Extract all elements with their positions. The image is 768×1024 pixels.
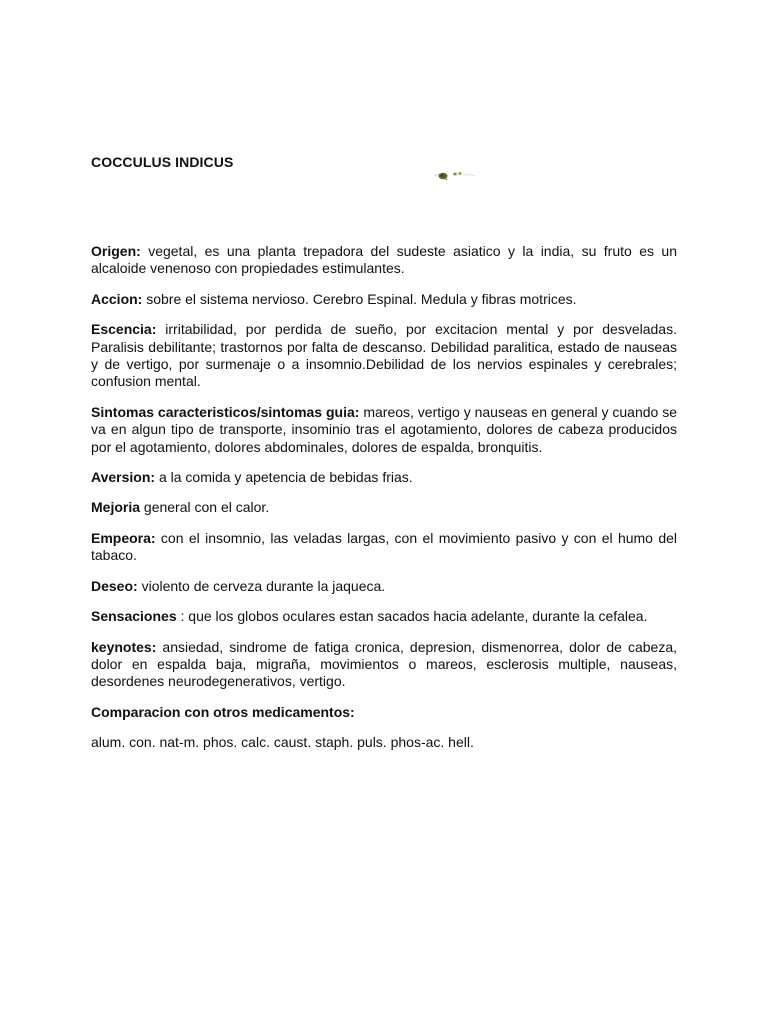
section-escencia xyxy=(91,321,677,391)
section-deseo xyxy=(91,578,677,595)
section-label: Empeora: xyxy=(91,529,156,546)
section-label: Escencia: xyxy=(91,321,157,338)
section-label: Origen: xyxy=(91,243,141,259)
section-comparacion-heading xyxy=(91,704,677,721)
section-label: Sintomas caracteristicos/sintomas guia: xyxy=(91,403,360,420)
section-sintomas xyxy=(91,404,677,456)
section-label: Aversion: xyxy=(91,469,156,486)
section-label: keynotes: xyxy=(91,638,157,655)
section-text: vegetal, es una planta trepadora del sudeste asiatico y la india, su fruto es un alcaloide venenoso con propiedades estimulantes. xyxy=(91,243,677,277)
section-text: con el insomnio, las veladas largas, con el movimiento pasivo y con el humo del tabaco. xyxy=(91,529,677,564)
section-text: mareos, vertigo y nauseas en general y cuando se va en algun tipo de transporte, insominio tras el agotamiento, dolores de cabeza producidos por el agotamiento, dolores abdominales, dolores de espalda, bronquitis. xyxy=(91,403,677,455)
document-body xyxy=(91,243,677,765)
section-aversion xyxy=(91,469,677,486)
section-label: Deseo: xyxy=(91,577,138,594)
document-title: COCCULUS INDICUS xyxy=(91,154,234,170)
section-sensaciones xyxy=(91,608,677,625)
section-origen xyxy=(91,243,677,278)
section-text: a la comida y apetencia de bebidas frias. xyxy=(155,469,413,486)
section-label: Mejoria xyxy=(91,499,141,516)
section-text: ansiedad, sindrome de fatiga cronica, depresion, dismenorrea, dolor de cabeza, dolor en espalda baja, migraña, movimientos o mareos, esclerosis multiple, nauseas, desordenes neurodegenerativos, vertigo. xyxy=(91,638,677,690)
section-mejoria xyxy=(91,499,677,516)
section-accion xyxy=(91,291,677,308)
section-empeora xyxy=(91,530,677,565)
section-text: general con el calor. xyxy=(140,499,270,516)
section-text: : que los globos oculares estan sacados hacia adelante, durante la cefalea. xyxy=(176,608,648,625)
section-label: Comparacion con otros medicamentos: xyxy=(91,703,355,720)
plant-illustration-fragment xyxy=(433,168,477,182)
section-text: alum. con. nat-m. phos. calc. caust. staph. puls. phos-ac. hell. xyxy=(91,734,474,751)
section-medicamentos-list xyxy=(91,734,677,751)
section-text: violento de cerveza durante la jaqueca. xyxy=(137,577,386,594)
section-label: Sensaciones xyxy=(91,608,177,625)
section-text: irritabilidad, por perdida de sueño, por excitacion mental y por desveladas. Paralisis debilitante; trastornos por falta de descanso. Debilidad paralitica, estado de nauseas y de vertigo, por surmenaje o a insomnio.Debilidad de los nervios espinales y cerebrales; confusion mental. xyxy=(91,321,677,390)
section-keynotes xyxy=(91,639,677,691)
section-text: sobre el sistema nervioso. Cerebro Espinal. Medula y fibras motrices. xyxy=(142,290,577,307)
section-label: Accion: xyxy=(91,290,143,307)
